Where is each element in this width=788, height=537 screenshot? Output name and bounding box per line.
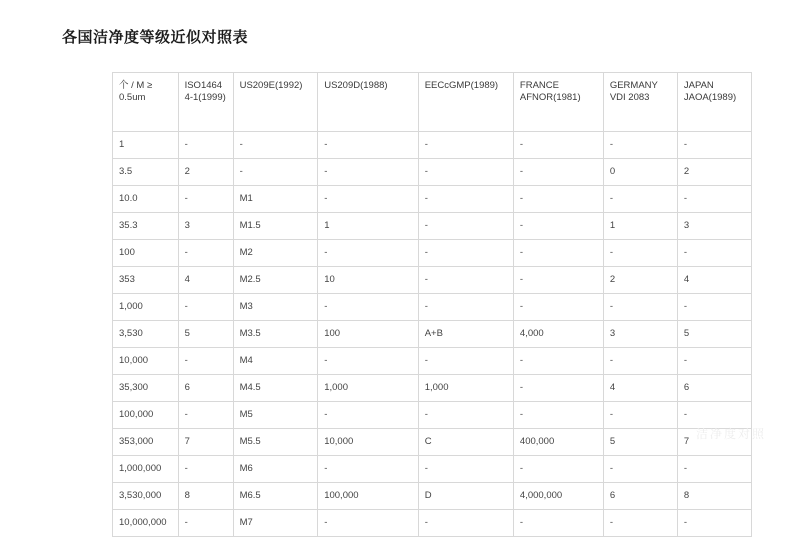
cell-eeccgmp: - (418, 267, 513, 294)
cell-japan: 8 (677, 483, 751, 510)
table-row (113, 456, 752, 483)
column-header-particles: 个 / M ≥ 0.5um (113, 73, 179, 132)
cell-japan: - (677, 132, 751, 159)
cell-japan: - (677, 240, 751, 267)
cell-germany: 3 (603, 321, 677, 348)
cell-particles: 1 (113, 132, 179, 159)
cell-france: 4,000,000 (513, 483, 603, 510)
table-header (113, 73, 752, 132)
table-row (113, 510, 752, 537)
cell-us209d: 100,000 (318, 483, 419, 510)
cell-germany: - (603, 240, 677, 267)
cell-iso14644: 5 (178, 321, 233, 348)
cell-germany: - (603, 294, 677, 321)
cell-us209d: - (318, 402, 419, 429)
cell-japan: 2 (677, 159, 751, 186)
table-row (113, 483, 752, 510)
cell-germany: 4 (603, 375, 677, 402)
table-row (113, 213, 752, 240)
cell-us209d: - (318, 348, 419, 375)
cell-particles: 3,530,000 (113, 483, 179, 510)
cell-us209e: M1.5 (233, 213, 318, 240)
column-header-us209e: US209E(1992) (233, 73, 318, 132)
cell-us209d: - (318, 240, 419, 267)
column-header-eeccgmp: EECcGMP(1989) (418, 73, 513, 132)
cell-germany: 5 (603, 429, 677, 456)
cell-us209e: M5 (233, 402, 318, 429)
cell-particles: 353,000 (113, 429, 179, 456)
cell-us209d: 1,000 (318, 375, 419, 402)
cell-france: 4,000 (513, 321, 603, 348)
cell-iso14644: 8 (178, 483, 233, 510)
cell-particles: 10,000,000 (113, 510, 179, 537)
cell-germany: - (603, 348, 677, 375)
cell-particles: 353 (113, 267, 179, 294)
cell-us209d: - (318, 159, 419, 186)
cell-eeccgmp: C (418, 429, 513, 456)
cell-germany: - (603, 510, 677, 537)
cell-germany: - (603, 132, 677, 159)
cell-france: - (513, 402, 603, 429)
cell-eeccgmp: - (418, 186, 513, 213)
table-row (113, 348, 752, 375)
cell-us209e: M2 (233, 240, 318, 267)
cell-japan: - (677, 456, 751, 483)
cell-eeccgmp: - (418, 348, 513, 375)
cell-us209e: M2.5 (233, 267, 318, 294)
cell-particles: 35,300 (113, 375, 179, 402)
cell-us209e: M1 (233, 186, 318, 213)
table-row (113, 294, 752, 321)
cell-japan: - (677, 294, 751, 321)
cell-eeccgmp: - (418, 240, 513, 267)
cell-germany: 6 (603, 483, 677, 510)
cell-eeccgmp: - (418, 456, 513, 483)
cell-japan: 6 (677, 375, 751, 402)
column-header-germany-vdi: GERMANY VDI 2083 (603, 73, 677, 132)
cell-france: - (513, 132, 603, 159)
cell-particles: 1,000,000 (113, 456, 179, 483)
table-header-row (113, 73, 752, 132)
cell-particles: 10,000 (113, 348, 179, 375)
cell-iso14644: - (178, 240, 233, 267)
cell-japan: 7 (677, 429, 751, 456)
cell-iso14644: - (178, 402, 233, 429)
table-row (113, 267, 752, 294)
table-row (113, 429, 752, 456)
cell-france: - (513, 456, 603, 483)
table-row (113, 321, 752, 348)
cell-eeccgmp: A+B (418, 321, 513, 348)
cell-us209d: 100 (318, 321, 419, 348)
cell-japan: - (677, 348, 751, 375)
table-body (113, 132, 752, 537)
cell-us209d: 10 (318, 267, 419, 294)
table-row (113, 402, 752, 429)
cell-iso14644: 3 (178, 213, 233, 240)
cell-us209d: - (318, 294, 419, 321)
cell-us209e: M4.5 (233, 375, 318, 402)
cell-germany: 0 (603, 159, 677, 186)
cell-germany: - (603, 456, 677, 483)
cell-iso14644: - (178, 510, 233, 537)
cell-iso14644: 6 (178, 375, 233, 402)
cell-us209d: 10,000 (318, 429, 419, 456)
column-header-iso14644: ISO14644-1(1999) (178, 73, 233, 132)
cell-france: - (513, 267, 603, 294)
cell-us209d: - (318, 456, 419, 483)
cell-france: 400,000 (513, 429, 603, 456)
cell-france: - (513, 294, 603, 321)
cell-particles: 35.3 (113, 213, 179, 240)
cell-iso14644: - (178, 348, 233, 375)
table-row (113, 375, 752, 402)
cell-us209e: - (233, 159, 318, 186)
cell-us209d: - (318, 132, 419, 159)
cell-germany: 1 (603, 213, 677, 240)
cell-us209e: M5.5 (233, 429, 318, 456)
comparison-table (112, 72, 752, 537)
cell-iso14644: - (178, 132, 233, 159)
table-row (113, 240, 752, 267)
cell-iso14644: 7 (178, 429, 233, 456)
cell-us209e: M6.5 (233, 483, 318, 510)
cell-eeccgmp: - (418, 402, 513, 429)
watermark: 洁净度对照 (695, 427, 766, 441)
cell-us209e: M3.5 (233, 321, 318, 348)
cell-japan: - (677, 402, 751, 429)
cleanroom-class-comparison-table (112, 72, 752, 537)
cell-eeccgmp: - (418, 159, 513, 186)
cell-france: - (513, 375, 603, 402)
cell-france: - (513, 159, 603, 186)
cell-particles: 10.0 (113, 186, 179, 213)
cell-iso14644: - (178, 186, 233, 213)
cell-particles: 1,000 (113, 294, 179, 321)
table-row (113, 186, 752, 213)
cell-france: - (513, 186, 603, 213)
cell-us209e: M6 (233, 456, 318, 483)
table-row (113, 159, 752, 186)
cell-us209d: - (318, 510, 419, 537)
cell-japan: 5 (677, 321, 751, 348)
cell-iso14644: 2 (178, 159, 233, 186)
cell-us209e: M7 (233, 510, 318, 537)
cell-eeccgmp: 1,000 (418, 375, 513, 402)
cell-iso14644: - (178, 456, 233, 483)
cell-france: - (513, 240, 603, 267)
cell-us209e: M4 (233, 348, 318, 375)
cell-particles: 100 (113, 240, 179, 267)
cell-us209d: 1 (318, 213, 419, 240)
page-title: 各国洁净度等级近似对照表 (62, 29, 249, 46)
cell-japan: - (677, 186, 751, 213)
column-header-japan-jaoa: JAPAN JAOA(1989) (677, 73, 751, 132)
cell-us209d: - (318, 186, 419, 213)
cell-eeccgmp: - (418, 213, 513, 240)
cell-germany: 2 (603, 267, 677, 294)
cell-france: - (513, 348, 603, 375)
table-row (113, 132, 752, 159)
cell-iso14644: - (178, 294, 233, 321)
cell-particles: 100,000 (113, 402, 179, 429)
cell-japan: 3 (677, 213, 751, 240)
cell-us209e: M3 (233, 294, 318, 321)
column-header-us209d: US209D(1988) (318, 73, 419, 132)
cell-france: - (513, 510, 603, 537)
cell-particles: 3,530 (113, 321, 179, 348)
cell-eeccgmp: - (418, 132, 513, 159)
cell-japan: - (677, 510, 751, 537)
cell-eeccgmp: D (418, 483, 513, 510)
column-header-france-afnor: FRANCE AFNOR(1981) (513, 73, 603, 132)
cell-eeccgmp: - (418, 294, 513, 321)
cell-germany: - (603, 186, 677, 213)
cell-us209e: - (233, 132, 318, 159)
cell-eeccgmp: - (418, 510, 513, 537)
cell-germany: - (603, 402, 677, 429)
cell-particles: 3.5 (113, 159, 179, 186)
cell-japan: 4 (677, 267, 751, 294)
cell-france: - (513, 213, 603, 240)
cell-iso14644: 4 (178, 267, 233, 294)
